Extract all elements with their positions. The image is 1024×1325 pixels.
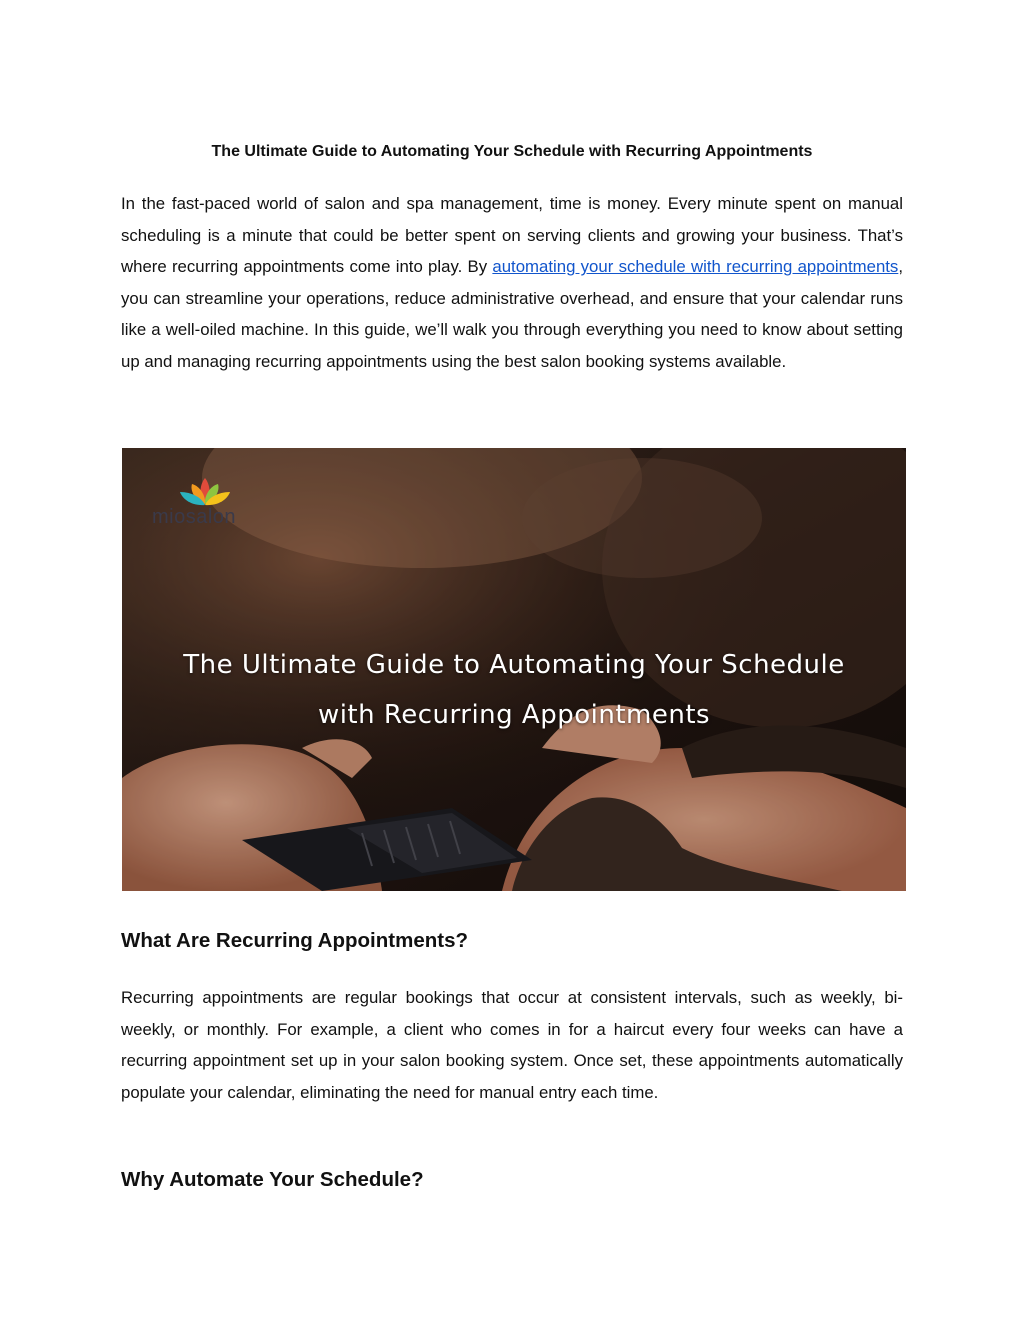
section-paragraph-what: Recurring appointments are regular bookings that occur at consistent intervals, such as weekly, bi-weekly, or monthly. For example, a client who comes in for a haircut every four weeks can have a recurring appointment set up in your salon booking system. Once set, these appointments automatically populate your calendar, eliminating the need for manual entry each time.	[121, 988, 903, 1102]
section-heading-what: What Are Recurring Appointments?	[121, 929, 468, 952]
document-title: The Ultimate Guide to Automating Your Schedule with Recurring Appointments	[211, 143, 813, 160]
hero-title	[122, 640, 906, 740]
logo-wordmark: miosalon	[152, 506, 237, 528]
section-heading-why: Why Automate Your Schedule?	[121, 1168, 424, 1191]
hero-title-line-2: with Recurring Appointments	[317, 700, 711, 730]
intro-text-end: , you can streamline your operations, reduce administrative overhead, and ensure that your calendar runs like a well-oiled machine. In this guide, we’ll walk you through everything you need to know about setting up and managing recurring appointments using the best salon booking systems available.	[121, 257, 903, 371]
hero-title-line-1: The Ultimate Guide to Automating Your Schedule	[183, 650, 845, 680]
hero-banner-image	[122, 448, 906, 891]
intro-text-start: In the fast-paced world of salon and spa management, time is money. Every minute spent on manual scheduling is a minute that could be better spent on serving clients and growing your business. That’s where recurring appointments come into play. By	[121, 194, 903, 277]
intro-paragraph	[121, 188, 903, 378]
recurring-appointments-link[interactable]: automating your schedule with recurring appointments	[492, 257, 899, 277]
